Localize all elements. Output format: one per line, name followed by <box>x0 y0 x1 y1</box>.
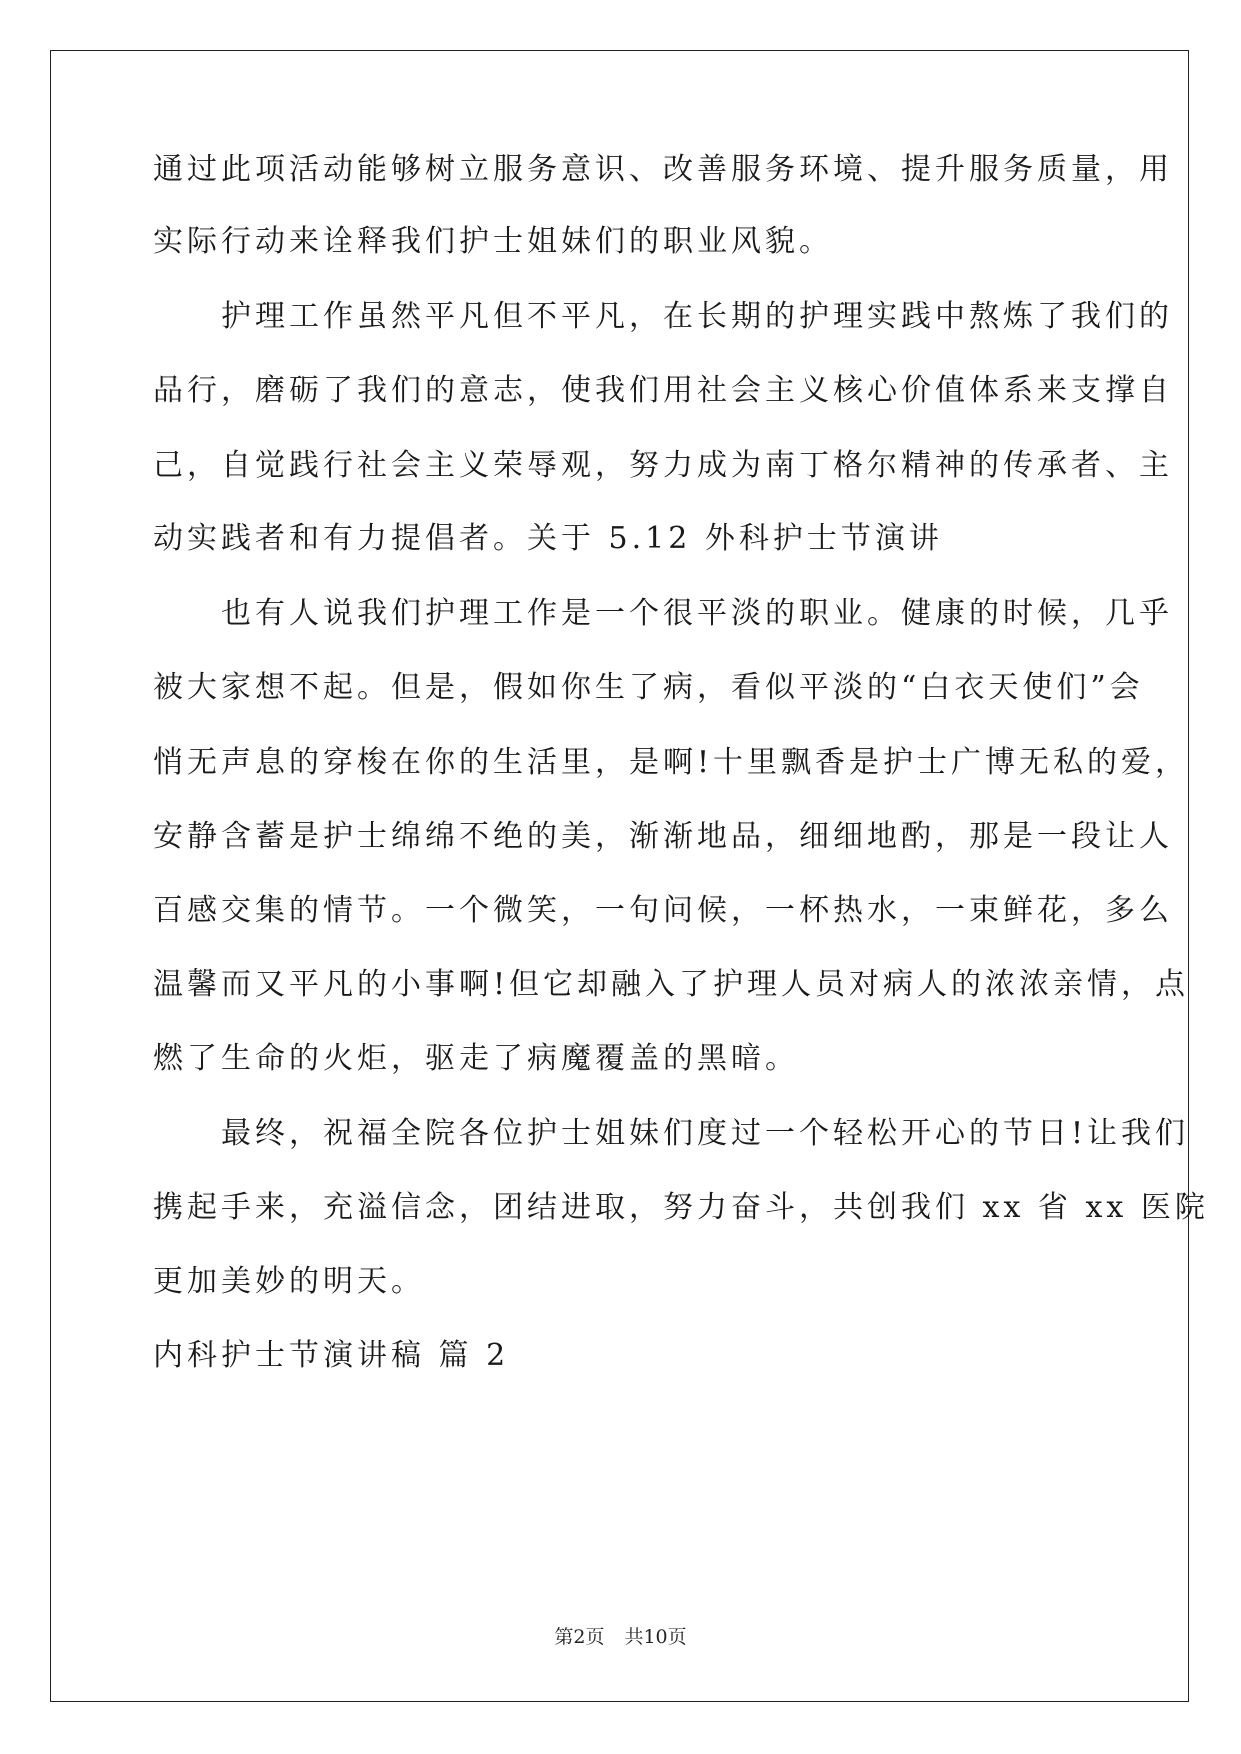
section-heading: 内科护士节演讲稿 篇 2 <box>153 1338 510 1373</box>
text-line: 悄无声息的穿梭在你的生活里，是啊!十里飘香是护士广博无私的爱， <box>153 745 1190 780</box>
text-line: 携起手来，充溢信念，团结进取，努力奋斗，共创我们 xx 省 xx 医院 <box>153 1190 1209 1225</box>
text-line: 护理工作虽然平凡但不平凡，在长期的护理实践中熬炼了我们的 <box>153 299 1173 334</box>
page-footer <box>0 1625 1241 1649</box>
text-line: 实际行动来诠释我们护士姐妹们的职业风貌。 <box>153 224 833 259</box>
text-line: 百感交集的情节。一个微笑，一句问候，一杯热水，一束鲜花，多么 <box>153 893 1173 928</box>
text-line: 温馨而又平凡的小事啊!但它却融入了护理人员对病人的浓浓亲情，点 <box>153 967 1190 1002</box>
page-number: 第2页 <box>554 1626 605 1648</box>
text-line: 动实践者和有力提倡者。关于 5.12 外科护士节演讲 <box>153 521 943 556</box>
text-line: 通过此项活动能够树立服务意识、改善服务环境、提升服务质量，用 <box>153 152 1173 187</box>
text-line: 更加美妙的明天。 <box>153 1264 425 1299</box>
text-line: 也有人说我们护理工作是一个很平淡的职业。健康的时候，几乎 <box>153 596 1173 631</box>
text-line: 被大家想不起。但是，假如你生了病，看似平淡的“白衣天使们”会 <box>153 670 1144 705</box>
text-line: 安静含蓄是护士绵绵不绝的美，渐渐地品，细细地酌，那是一段让人 <box>153 819 1173 854</box>
page-total: 共10页 <box>624 1626 687 1648</box>
text-line: 品行，磨砺了我们的意志，使我们用社会主义核心价值体系来支撑自 <box>153 373 1173 408</box>
text-line: 最终，祝福全院各位护士姐妹们度过一个轻松开心的节日!让我们 <box>153 1116 1190 1151</box>
text-line: 燃了生命的火炬，驱走了病魔覆盖的黑暗。 <box>153 1041 799 1076</box>
text-line: 己，自觉践行社会主义荣辱观，努力成为南丁格尔精神的传承者、主 <box>153 448 1173 483</box>
